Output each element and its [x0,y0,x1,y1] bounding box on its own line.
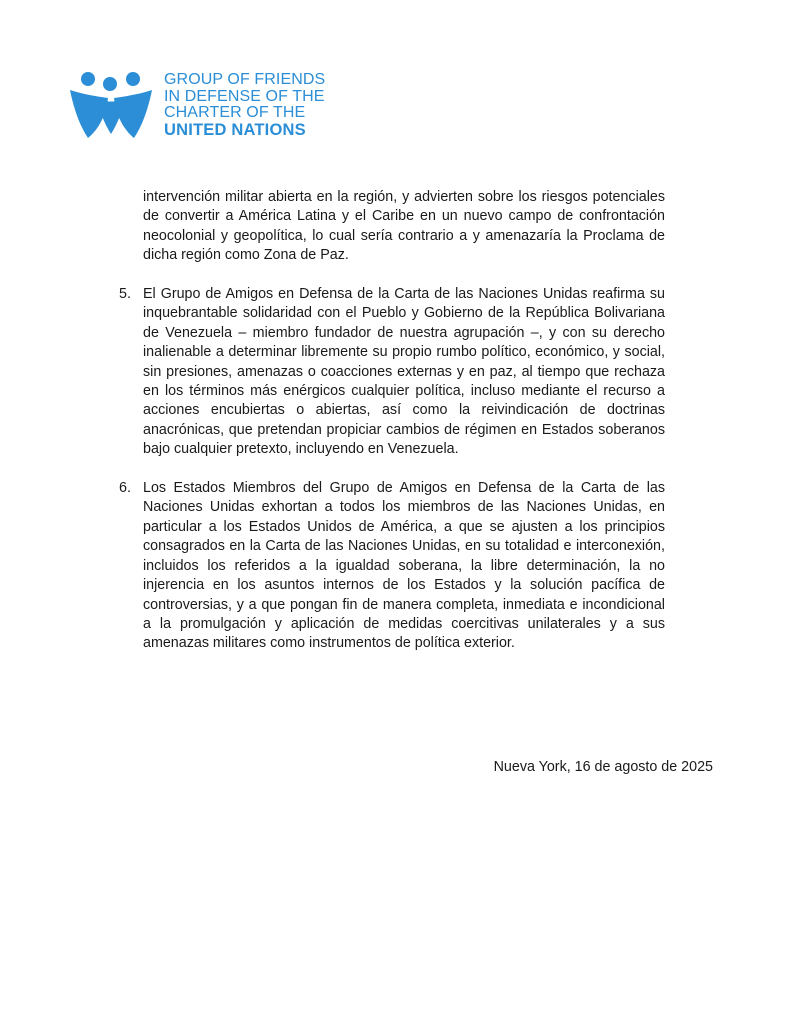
logo-wordmark [164,72,325,138]
logo-line-bold: UNITED NATIONS [164,120,306,139]
item-number: 6. [119,480,131,497]
place-and-date: Nueva York, 16 de agosto de 2025 [493,759,713,775]
list-item-5 [119,285,665,460]
logo-line-1: GROUP OF FRIENDS [164,71,326,88]
item-text: El Grupo de Amigos en Defensa de la Carta de las Naciones Unidas reafirma su inquebrantable solidaridad con el Pueblo y Gobierno de la República Bolivariana de Venezuela – miembro fundador de nuestra agrupación –, y con su derecho inalienable a determinar libremente su propio rumbo político, económico, y social, sin presiones, amenazas o coacciones externas y en paz, al tiempo que rechaza en los términos más enérgicos cualquier política, incluso mediante el recurso a acciones encubiertas o abiertas, así como la reivindicación de doctrinas anacrónicas, que pretendan propiciar cambios de régimen en Estados soberanos bajo cualquier pretexto, incluyendo en Venezuela. [143,286,665,458]
logo-line-3: CHARTER OF THE [164,104,306,121]
item-number: 5. [119,286,131,303]
organization-logo [68,68,358,140]
people-logo-icon [68,70,154,140]
logo-line-2: IN DEFENSE OF THE [164,87,325,105]
continuation-paragraph: intervención militar abierta en la región, y advierten sobre los riesgos potenciales de convertir a América Latina y el Caribe en un nuevo campo de confrontación neocolonial y geopolítica, lo cual sería contrario a y amenazaría la Proclama de dicha región como Zona de Paz. [143,189,665,264]
document-body [119,188,665,654]
item-text: Los Estados Miembros del Grupo de Amigos en Defensa de la Carta de las Naciones Unidas exhortan a todos los miembros de las Naciones Unidas, en particular a los Estados Unidos de América, a que se ajusten a los principios consagrados en la Carta de las Naciones Unidas, en su totalidad e interconexión, incluidos los referidos a la igualdad soberana, la libre determinación, la no injerencia en los asuntos internos de los Estados y la solución pacífica de controversias, y a que pongan fin de manera completa, inmediata e incondicional a la promulgación y aplicación de medidas coercitivas unilaterales y a sus amenazas militares como instrumentos de política exterior. [143,480,665,652]
list-item-6 [119,479,665,654]
